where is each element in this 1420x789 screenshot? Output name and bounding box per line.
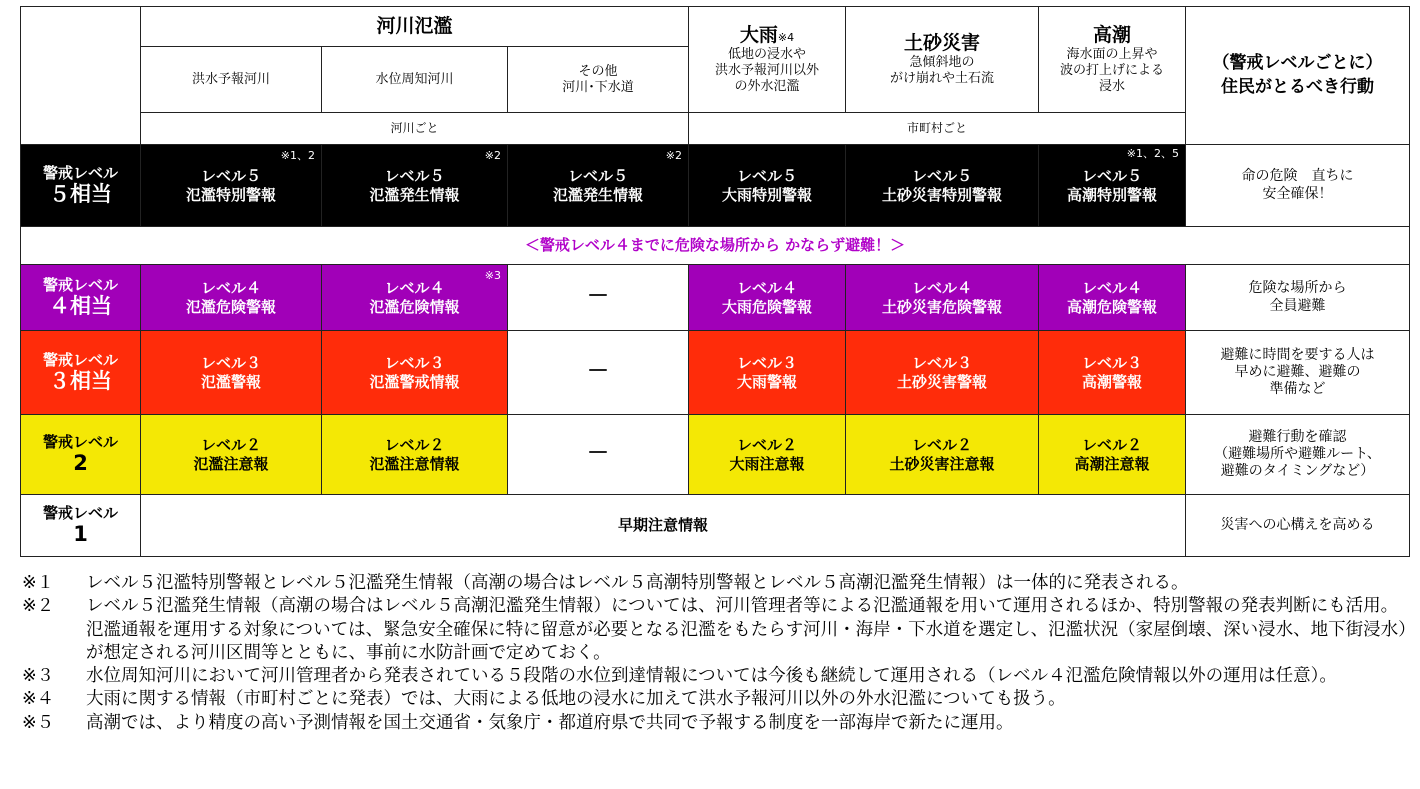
level2-label-a: 警戒レベル [42, 432, 118, 451]
level5-tide-b: 高潮特別警報 [1066, 185, 1157, 204]
level2-label-b: 2 [73, 450, 88, 475]
level5-river-forecast [141, 145, 322, 227]
level4-action-l2: 全員避難 [1269, 297, 1326, 314]
footnote-text: レベル５氾濫特別警報とレベル５氾濫発生情報（高潮の場合はレベル５高潮特別警報とレベル５高潮氾濫発生情報）は一体的に発表される。 [86, 573, 1189, 593]
header-rain-desc-2: 洪水予報河川以外 [714, 62, 819, 78]
footnotes [22, 572, 1414, 735]
level5-river-forecast-b: 氾濫特別警報 [185, 185, 276, 204]
level5-label-a: 警戒レベル [42, 163, 118, 182]
level3-tide-a: レベル３ [1081, 354, 1142, 373]
level1-label [21, 495, 141, 557]
level4-tide [1039, 265, 1186, 331]
header-river-level-notice: 水位周知河川 [322, 47, 508, 113]
footnote [22, 712, 1414, 735]
level5-river-level-b: 氾濫発生情報 [369, 185, 460, 204]
note-mark: ※3 [484, 269, 501, 282]
level4-label-a: 警戒レベル [42, 275, 118, 294]
level4-sediment-a: レベル４ [911, 279, 972, 298]
footnote-text: レベル５氾濫発生情報（高潮の場合はレベル５高潮氾濫発生情報）については、河川管理者等による氾濫通報を用いて運用されるほか、特別警報の発表判断にも活用。氾濫通報を運用する対象については、緊急安全確保に特に留意が必要となる氾濫をもたらす河川・海岸・下水道を選定し、氾濫状況（家屋倒壊、深い浸水、地下街浸水）が想定される河川区間等とともに、事前に水防計画で定めておく。 [86, 596, 1407, 663]
header-rain [689, 7, 846, 113]
footnote-text: 大雨に関する情報（市町村ごとに発表）では、大雨による低地の浸水に加えて洪水予報河川以外の外水氾濫についても扱う。 [86, 689, 1066, 710]
level4-action [1186, 265, 1410, 331]
level3-river-forecast [141, 331, 322, 415]
header-tide-desc-3: 浸水 [1098, 79, 1125, 95]
level2-action-l1: 避難行動を確認 [1248, 428, 1347, 445]
level5-sediment-b: 土砂災害特別警報 [881, 185, 1002, 204]
level4-tide-b: 高潮危険警報 [1066, 297, 1157, 316]
level2-river-level-b: 氾濫注意情報 [369, 454, 460, 473]
header-sediment [846, 7, 1039, 113]
level4-rain-a: レベル４ [736, 279, 797, 298]
level2-sediment [846, 415, 1039, 495]
level4-sediment [846, 265, 1039, 331]
level4-river-level-a: レベル４ [384, 279, 445, 298]
footnote [22, 665, 1414, 688]
level4-river-level [322, 265, 508, 331]
header-action [1186, 7, 1410, 145]
footnote-key: ※５ [22, 712, 55, 733]
level1-action: 災害への心構えを高める [1186, 495, 1410, 557]
level5-river-level [322, 145, 508, 227]
level5-label [21, 145, 141, 227]
level2-rain [689, 415, 846, 495]
level2-action [1186, 415, 1410, 495]
level2-river-forecast-a: レベル２ [200, 436, 261, 455]
level4-label-b: ４相当 [49, 293, 112, 318]
header-tide-desc-1: 海水面の上昇や [1066, 46, 1158, 62]
header-sediment-desc-1: 急傾斜地の [909, 54, 975, 70]
header-tide-desc-2: 波の打上げによる [1059, 62, 1164, 78]
level2-river-forecast [141, 415, 322, 495]
header-river-forecast: 洪水予報河川 [141, 47, 322, 113]
level4-rain-b: 大雨危険警報 [721, 297, 812, 316]
level4-river-level-b: 氾濫危険情報 [369, 297, 460, 316]
level5-river-other-a: レベル５ [567, 167, 628, 186]
level2-label [21, 415, 141, 495]
level2-river-level [322, 415, 508, 495]
level5-river-other-b: 氾濫発生情報 [552, 185, 643, 204]
level3-label-b: ３相当 [49, 368, 112, 393]
level5-action-l1: 命の危険 直ちに [1241, 168, 1354, 185]
header-rain-desc-3: の外水氾濫 [734, 79, 800, 95]
level3-sediment [846, 331, 1039, 415]
header-sediment-title: 土砂災害 [903, 31, 980, 54]
level3-rain-b: 大雨警報 [736, 372, 797, 391]
header-action-l2: 住民がとるべき行動 [1221, 76, 1374, 97]
header-rain-title: 大雨 [739, 23, 778, 46]
header-tide-title: 高潮 [1092, 23, 1131, 46]
level3-river-other: － [508, 331, 689, 415]
level4-action-l1: 危険な場所から [1248, 280, 1347, 297]
level1-label-a: 警戒レベル [42, 503, 118, 522]
warning-level-table [20, 6, 1410, 557]
level4-rain [689, 265, 846, 331]
header-river-other-l2: 河川･下水道 [562, 79, 634, 95]
note-mark: ※1、2、5 [1126, 147, 1179, 160]
header-river-title: 河川氾濫 [141, 7, 689, 47]
level4-river-forecast [141, 265, 322, 331]
footnote-key: ※３ [22, 666, 55, 687]
level5-river-forecast-a: レベル５ [200, 167, 261, 186]
level2-tide-a: レベル２ [1081, 436, 1142, 455]
level4-tide-a: レベル４ [1081, 279, 1142, 298]
corner-cell [21, 7, 141, 145]
footnote [22, 595, 1414, 665]
level5-sediment-a: レベル５ [911, 167, 972, 186]
level3-sediment-b: 土砂災害警報 [896, 372, 987, 391]
level2-rain-a: レベル２ [736, 436, 797, 455]
level5-rain [689, 145, 846, 227]
level2-action-l2: （避難場所や避難ルート、 [1214, 445, 1381, 462]
header-river-other [508, 47, 689, 113]
level5-rain-a: レベル５ [736, 167, 797, 186]
level3-tide-b: 高潮警報 [1081, 372, 1142, 391]
footnote-text: 高潮では、より精度の高い予測情報を国土交通省・気象庁・都道府県で共同で予報する制度を一部海岸で新たに運用。 [86, 712, 1014, 733]
footnote [22, 688, 1414, 711]
level2-tide-b: 高潮注意報 [1074, 454, 1150, 473]
footnote-text: 水位周知河川において河川管理者から発表されている５段階の水位到達情報については今後も継続して運用される（レベル４氾濫危険情報以外の運用は任意）。 [86, 666, 1337, 687]
header-sediment-desc-2: がけ崩れや土石流 [889, 71, 994, 87]
level3-river-level-b: 氾濫警戒情報 [369, 372, 460, 391]
evacuation-banner: ＜警戒レベル４までに危険な場所から かならず避難！＞ [21, 227, 1410, 265]
level3-river-forecast-a: レベル３ [200, 354, 261, 373]
level3-action-l2: 早めに避難、避難の [1234, 363, 1361, 380]
scope-municipality: 市町村ごと [689, 113, 1186, 145]
level2-rain-b: 大雨注意報 [729, 454, 805, 473]
level1-early-notice: 早期注意情報 [141, 495, 1186, 557]
level3-action-l1: 避難に時間を要する人は [1220, 346, 1375, 363]
level2-river-level-a: レベル２ [384, 436, 445, 455]
level4-river-forecast-b: 氾濫危険警報 [185, 297, 276, 316]
level2-action-l3: 避難のタイミングなど） [1220, 463, 1375, 480]
level5-sediment [846, 145, 1039, 227]
header-river-other-l1: その他 [578, 63, 618, 79]
level2-river-other: － [508, 415, 689, 495]
level3-rain-a: レベル３ [736, 354, 797, 373]
footnote-key: ※１ [22, 573, 55, 593]
level4-label [21, 265, 141, 331]
level5-river-other [508, 145, 689, 227]
note-mark: ※2 [665, 149, 682, 162]
scope-river: 河川ごと [141, 113, 689, 145]
level5-tide-a: レベル５ [1081, 167, 1142, 186]
note-mark: ※1、2 [280, 149, 315, 162]
level5-tide [1039, 145, 1186, 227]
level3-label-a: 警戒レベル [42, 350, 118, 369]
level3-river-forecast-b: 氾濫警報 [200, 372, 261, 391]
footnote-key: ※２ [22, 596, 55, 617]
level3-sediment-a: レベル３ [911, 354, 972, 373]
level2-river-forecast-b: 氾濫注意報 [193, 454, 269, 473]
level4-sediment-b: 土砂災害危険警報 [881, 297, 1002, 316]
footnote [22, 572, 1414, 595]
level5-label-b: ５相当 [49, 181, 112, 206]
level5-rain-b: 大雨特別警報 [721, 185, 812, 204]
header-action-l1: （警戒レベルごとに） [1212, 52, 1383, 73]
level3-rain [689, 331, 846, 415]
header-rain-desc-1: 低地の浸水や [727, 46, 806, 62]
level3-river-level-a: レベル３ [384, 354, 445, 373]
level3-tide [1039, 331, 1186, 415]
level1-label-b: 1 [73, 521, 88, 546]
level2-sediment-a: レベル２ [911, 436, 972, 455]
level3-action [1186, 331, 1410, 415]
level5-river-level-a: レベル５ [384, 167, 445, 186]
level3-river-level [322, 331, 508, 415]
level3-label [21, 331, 141, 415]
level4-river-other: － [508, 265, 689, 331]
level2-sediment-b: 土砂災害注意報 [889, 454, 995, 473]
note-mark: ※2 [484, 149, 501, 162]
level5-action-l2: 安全確保！ [1262, 185, 1333, 202]
level3-action-l3: 準備など [1269, 381, 1326, 398]
level5-action [1186, 145, 1410, 227]
level2-tide [1039, 415, 1186, 495]
header-tide [1039, 7, 1186, 113]
level4-river-forecast-a: レベル４ [200, 279, 261, 298]
footnote-key: ※４ [22, 689, 55, 710]
header-rain-sup: ※4 [777, 30, 795, 44]
